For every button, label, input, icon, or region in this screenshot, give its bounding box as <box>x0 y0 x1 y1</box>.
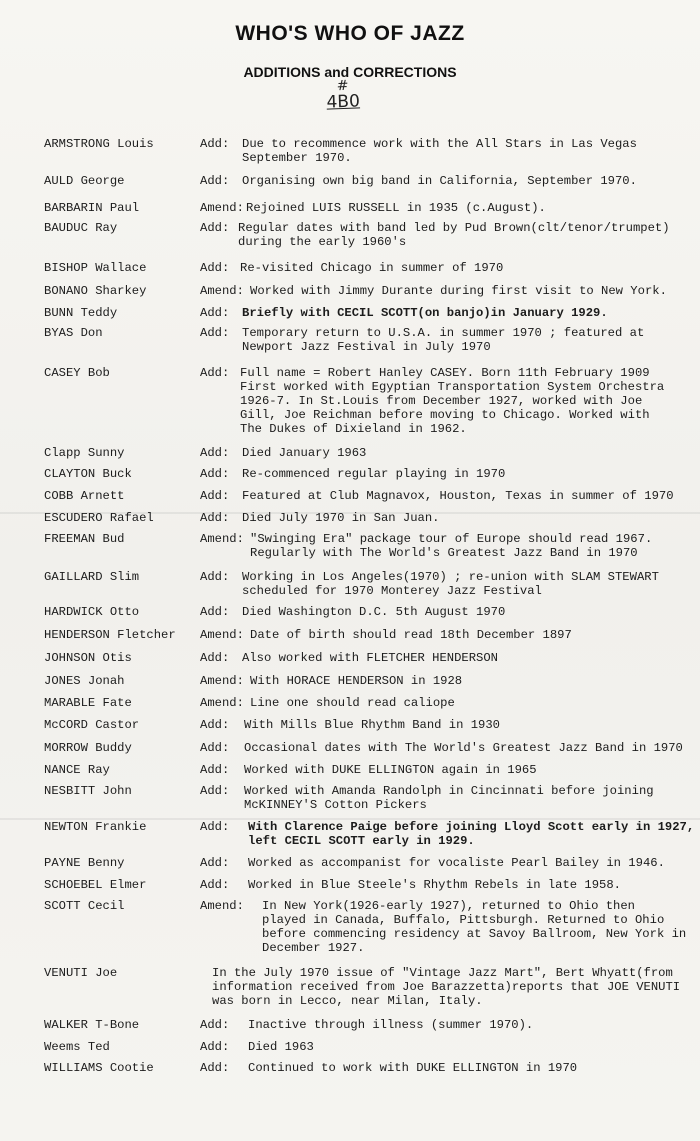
entry-tag: Add: <box>200 446 230 460</box>
entry-tag: Amend: <box>200 284 244 298</box>
issue-hash: # <box>336 77 349 95</box>
entry-name: ARMSTRONG Louis <box>44 137 154 151</box>
entry-name: BISHOP Wallace <box>44 261 147 275</box>
entry-text: Re-visited Chicago in summer of 1970 <box>240 261 504 275</box>
entry-text: With Mills Blue Rhythm Band in 1930 <box>244 718 500 732</box>
handwritten-issue-number <box>307 79 378 113</box>
entry-text: Re-commenced regular playing in 1970 <box>242 467 506 481</box>
entry-text: Continued to work with DUKE ELLINGTON in 1970 <box>248 1061 578 1075</box>
entry-name: ESCUDERO Rafael <box>44 511 154 525</box>
entry-name: MORROW Buddy <box>44 741 132 755</box>
entry-name: SCHOEBEL Elmer <box>44 878 147 892</box>
entry-name: NESBITT John <box>44 784 132 798</box>
issue-number: 4B0 <box>326 91 361 113</box>
entry-tag: Add: <box>200 489 230 503</box>
entry-name: JONES Jonah <box>44 674 125 688</box>
entry-tag: Amend: <box>200 674 244 688</box>
entry-tag: Add: <box>200 174 230 188</box>
entry-text: Date of birth should read 18th December 1897 <box>250 628 572 642</box>
document-subtitle: ADDITIONS and CORRECTIONS <box>243 64 457 80</box>
entry-name: CLAYTON Buck <box>44 467 132 481</box>
entry-tag: Add: <box>200 511 230 525</box>
entry-text: Worked with Jimmy Durante during first visit to New York. <box>250 284 667 298</box>
document-title: WHO'S WHO OF JAZZ <box>235 22 465 45</box>
entry-name: Clapp Sunny <box>44 446 125 460</box>
entry-tag: Amend: <box>200 696 244 710</box>
entry-name: WILLIAMS Cootie <box>44 1061 154 1075</box>
entry-text: Full name = Robert Hanley CASEY. Born 11th February 1909 First worked with Egyptian Transportation System Orchestra 1926-7. In St.Louis from December 1927, worked with Joe Gill, Joe Reichman before moving to Chicago. Worked with The Dukes of Dixieland in 1962. <box>240 366 665 436</box>
entry-tag: Add: <box>200 366 230 380</box>
entry-name: COBB Arnett <box>44 489 125 503</box>
entry-tag: Add: <box>200 784 230 798</box>
entry-tag: Amend: <box>200 201 244 215</box>
entry-text: Temporary return to U.S.A. in summer 1970 ; featured at Newport Jazz Festival in July 1970 <box>242 326 645 354</box>
entry-name: BUNN Teddy <box>44 306 118 320</box>
entry-tag: Add: <box>200 1040 230 1054</box>
entry-tag: Add: <box>200 261 230 275</box>
entry-text: Working in Los Angeles(1970) ; re-union with SLAM STEWART scheduled for 1970 Monterey Jazz Festival <box>242 570 659 598</box>
entry-text: Occasional dates with The World's Greatest Jazz Band in 1970 <box>244 741 683 755</box>
entry-text: Worked with Amanda Randolph in Cincinnati before joining McKINNEY'S Cotton Pickers <box>244 784 654 812</box>
entry-tag: Amend: <box>200 628 244 642</box>
entry-text: Rejoined LUIS RUSSELL in 1935 (c.August). <box>246 201 546 215</box>
entry-name: BONANO Sharkey <box>44 284 147 298</box>
entry-name: BYAS Don <box>44 326 103 340</box>
entry-text: Worked with DUKE ELLINGTON again in 1965 <box>244 763 537 777</box>
entry-text: With HORACE HENDERSON in 1928 <box>250 674 463 688</box>
entry-name: CASEY Bob <box>44 366 110 380</box>
entry-name: FREEMAN Bud <box>44 532 125 546</box>
entry-name: McCORD Castor <box>44 718 140 732</box>
entry-text: Organising own big band in California, September 1970. <box>242 174 637 188</box>
entry-name: BAUDUC Ray <box>44 221 118 235</box>
entry-text: In New York(1926-early 1927), returned to Ohio then played in Canada, Buffalo, Pittsburgh. Returned to Ohio before commencing residency at Savoy Ballroom, New York in December 1927. <box>262 899 687 955</box>
entry-text: In the July 1970 issue of "Vintage Jazz Mart", Bert Whyatt(from information received from Joe Barazzetta)reports that JOE VENUTI was born in Lecco, near Milan, Italy. <box>212 966 681 1008</box>
entry-tag: Add: <box>200 1018 230 1032</box>
entry-tag: Add: <box>200 741 230 755</box>
entry-tag: Amend: <box>200 532 244 546</box>
entry-tag: Add: <box>200 467 230 481</box>
entry-name: VENUTI Joe <box>44 966 118 980</box>
entry-tag: Add: <box>200 718 230 732</box>
entry-tag: Amend: <box>200 899 244 913</box>
entry-tag: Add: <box>200 856 230 870</box>
entry-tag: Add: <box>200 326 230 340</box>
entry-text: Died 1963 <box>248 1040 314 1054</box>
entry-tag: Add: <box>200 605 230 619</box>
entry-text: Regular dates with band led by Pud Brown(clt/tenor/trumpet) during the early 1960's <box>238 221 670 249</box>
entry-text: Featured at Club Magnavox, Houston, Texas in summer of 1970 <box>242 489 674 503</box>
entry-tag: Add: <box>200 651 230 665</box>
entry-text: With Clarence Paige before joining Lloyd Scott early in 1927, left CECIL SCOTT early in 1929. <box>248 820 695 848</box>
entry-tag: Add: <box>200 306 230 320</box>
entry-name: WALKER T-Bone <box>44 1018 140 1032</box>
entry-tag: Add: <box>200 1061 230 1075</box>
entry-text: "Swinging Era" package tour of Europe should read 1967. Regularly with The World's Greatest Jazz Band in 1970 <box>250 532 653 560</box>
entry-tag: Add: <box>200 878 230 892</box>
entry-text: Died Washington D.C. 5th August 1970 <box>242 605 506 619</box>
entry-text: Worked as accompanist for vocaliste Pearl Bailey in 1946. <box>248 856 665 870</box>
entry-name: HARDWICK Otto <box>44 605 140 619</box>
entry-tag: Add: <box>200 570 230 584</box>
entry-name: BARBARIN Paul <box>44 201 140 215</box>
entry-name: AULD George <box>44 174 125 188</box>
entry-text: Died July 1970 in San Juan. <box>242 511 440 525</box>
entry-name: PAYNE Benny <box>44 856 125 870</box>
entry-tag: Add: <box>200 137 230 151</box>
entry-name: SCOTT Cecil <box>44 899 125 913</box>
entry-name: Weems Ted <box>44 1040 110 1054</box>
entry-text: Worked in Blue Steele's Rhythm Rebels in late 1958. <box>248 878 621 892</box>
entry-name: JOHNSON Otis <box>44 651 132 665</box>
entry-text: Died January 1963 <box>242 446 367 460</box>
entry-text: Briefly with CECIL SCOTT(on banjo)in January 1929. <box>242 306 608 320</box>
entry-tag: Add: <box>200 763 230 777</box>
entry-text: Inactive through illness (summer 1970). <box>248 1018 534 1032</box>
entry-tag: Add: <box>200 820 230 834</box>
entry-name: NEWTON Frankie <box>44 820 147 834</box>
entry-tag: Add: <box>200 221 230 235</box>
entry-name: GAILLARD Slim <box>44 570 140 584</box>
entry-name: HENDERSON Fletcher <box>44 628 176 642</box>
entry-text: Due to recommence work with the All Stars in Las Vegas September 1970. <box>242 137 637 165</box>
entry-name: MARABLE Fate <box>44 696 132 710</box>
entry-text: Also worked with FLETCHER HENDERSON <box>242 651 498 665</box>
entry-name: NANCE Ray <box>44 763 110 777</box>
entry-text: Line one should read caliope <box>250 696 455 710</box>
